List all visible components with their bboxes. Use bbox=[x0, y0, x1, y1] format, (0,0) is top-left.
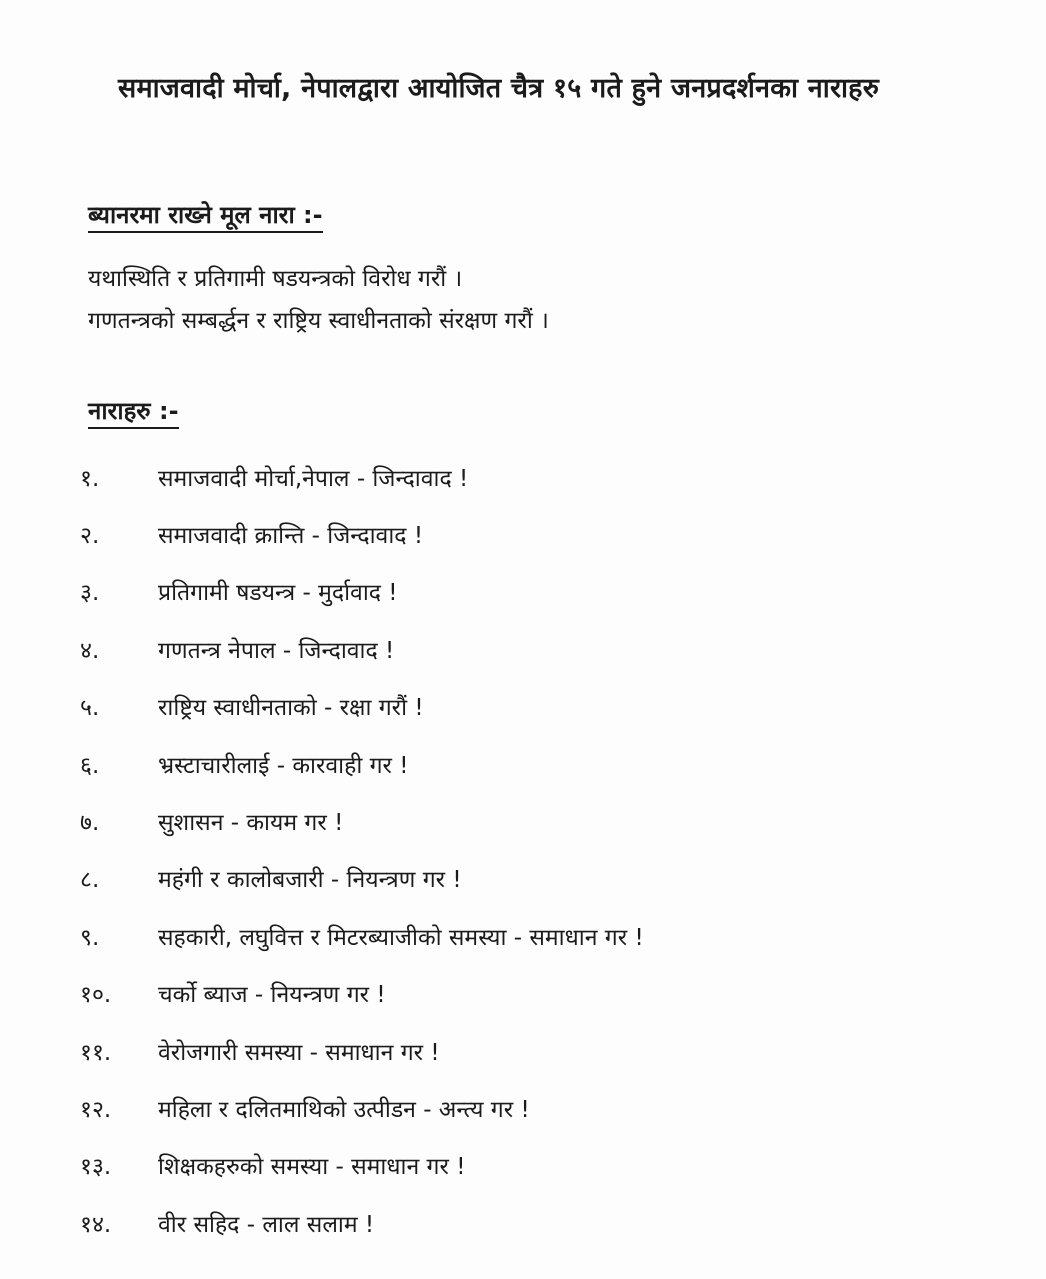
slogan-number: ४. bbox=[80, 637, 100, 664]
slogan-number: ५. bbox=[80, 695, 100, 722]
slogan-item bbox=[80, 1079, 644, 1136]
banner-slogan-heading: ब्यानरमा राख्ने मूल नारा :- bbox=[88, 202, 323, 233]
document-title: समाजवादी मोर्चा, नेपालद्वारा आयोजित चैत्र १५ गते हुने जनप्रदर्शनका नाराहरु bbox=[118, 73, 880, 104]
banner-line: यथास्थिति र प्रतिगामी षडयन्त्रको विरोध गरौं । bbox=[88, 266, 463, 292]
slogan-text: सुशासन - कायम गर ! bbox=[158, 810, 344, 837]
slogan-text: चर्को ब्याज - नियन्त्रण गर ! bbox=[158, 982, 386, 1009]
slogan-number: ११. bbox=[80, 1039, 112, 1066]
slogan-text: भ्रस्टाचारीलाई - कारवाही गर ! bbox=[158, 752, 409, 779]
slogan-number: ८. bbox=[80, 867, 100, 894]
slogan-number: २. bbox=[80, 523, 100, 550]
slogan-text: गणतन्त्र नेपाल - जिन्दावाद ! bbox=[158, 637, 395, 664]
slogan-text: वीर सहिद - लाल सलाम ! bbox=[158, 1211, 375, 1238]
slogan-item bbox=[80, 1194, 644, 1251]
slogan-item bbox=[80, 448, 644, 505]
slogan-number: १०. bbox=[80, 982, 112, 1009]
slogan-list bbox=[80, 448, 644, 1251]
slogan-number: १४. bbox=[80, 1211, 112, 1238]
slogan-text: प्रतिगामी षडयन्त्र - मुर्दावाद ! bbox=[158, 580, 398, 607]
slogans-heading: नाराहरु :- bbox=[88, 398, 179, 429]
slogan-item bbox=[80, 907, 644, 964]
slogan-text: महिला र दलितमाथिको उत्पीडन - अन्त्य गर ! bbox=[158, 1096, 530, 1123]
slogan-item bbox=[80, 1137, 644, 1194]
slogan-text: सहकारी, लघुवित्त र मिटरब्याजीको समस्या - समाधान गर ! bbox=[158, 924, 644, 951]
banner-line: गणतन्त्रको सम्बर्द्धन र राष्ट्रिय स्वाधीनताको संरक्षण गरौं । bbox=[88, 308, 549, 334]
slogan-text: समाजवादी क्रान्ति - जिन्दावाद ! bbox=[158, 523, 424, 550]
slogan-text: समाजवादी मोर्चा,नेपाल - जिन्दावाद ! bbox=[158, 465, 469, 492]
slogan-number: ६. bbox=[80, 752, 100, 779]
slogan-text: राष्ट्रिय स्वाधीनताको - रक्षा गरौं ! bbox=[158, 695, 424, 722]
slogan-item bbox=[80, 563, 644, 620]
slogan-text: शिक्षकहरुको समस्या - समाधान गर ! bbox=[158, 1154, 466, 1181]
slogan-number: ३. bbox=[80, 580, 100, 607]
slogan-item bbox=[80, 1022, 644, 1079]
slogan-item bbox=[80, 505, 644, 562]
slogan-number: १. bbox=[80, 465, 100, 492]
slogan-text: महंगी र कालोबजारी - नियन्त्रण गर ! bbox=[158, 867, 462, 894]
slogan-item bbox=[80, 965, 644, 1022]
slogan-number: १२. bbox=[80, 1096, 112, 1123]
slogan-number: ९. bbox=[80, 924, 100, 951]
slogan-item bbox=[80, 678, 644, 735]
banner-slogan-lines bbox=[88, 258, 549, 342]
slogan-number: १३. bbox=[80, 1154, 112, 1181]
slogan-item bbox=[80, 792, 644, 849]
slogan-item bbox=[80, 735, 644, 792]
slogan-item bbox=[80, 850, 644, 907]
slogan-text: वेरोजगारी समस्या - समाधान गर ! bbox=[158, 1039, 440, 1066]
slogan-item bbox=[80, 620, 644, 677]
slogan-number: ७. bbox=[80, 810, 100, 837]
